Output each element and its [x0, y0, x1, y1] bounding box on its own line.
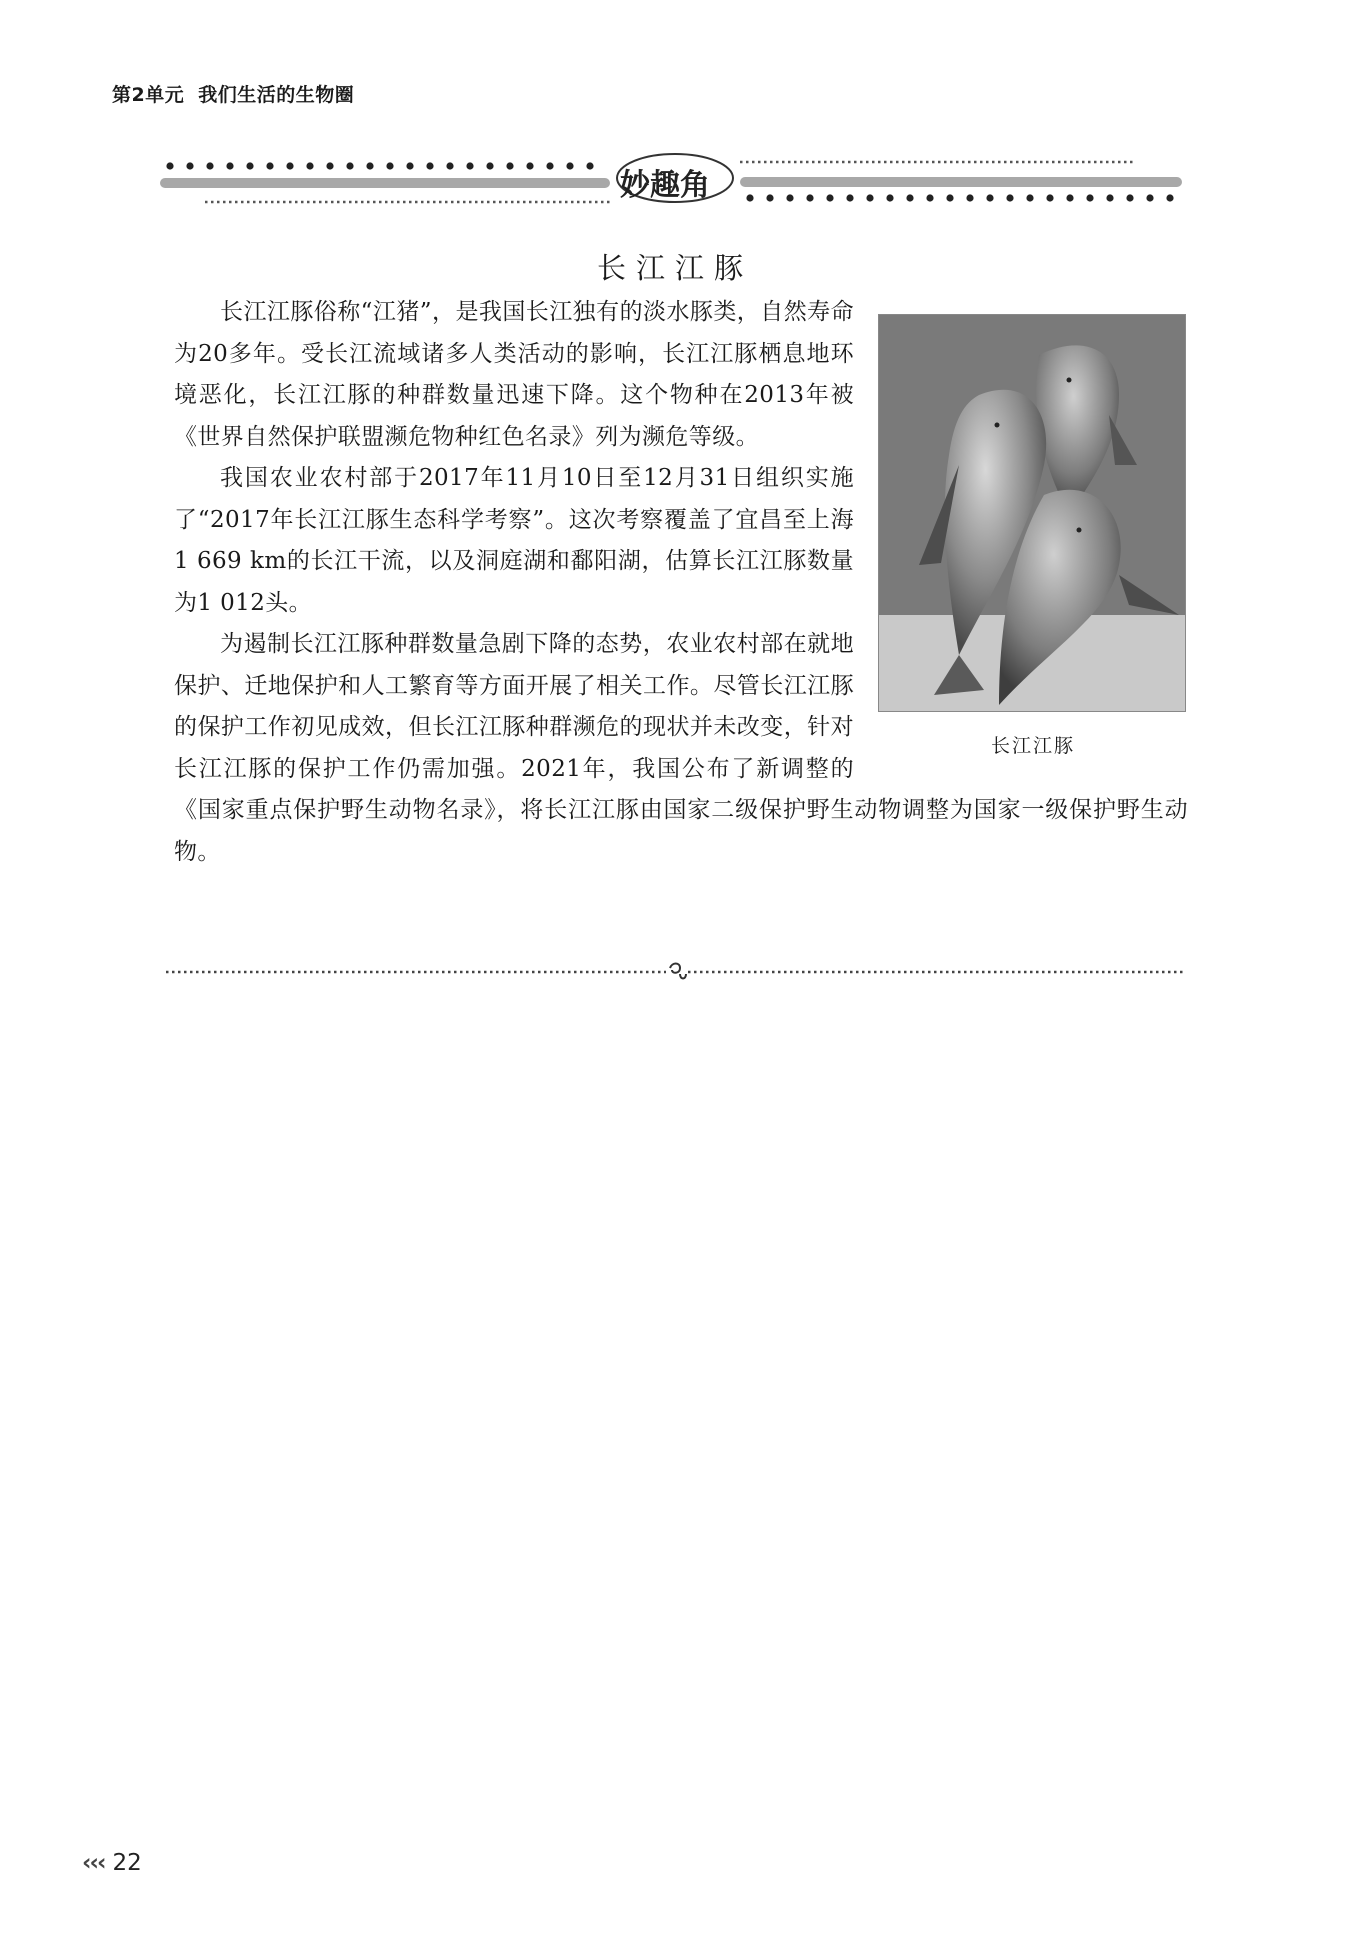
porpoise-figure — [878, 314, 1188, 770]
page-header — [112, 80, 354, 107]
page-marker-icon: ‹‹‹ — [82, 1850, 105, 1876]
section-banner — [160, 148, 1190, 214]
porpoise-illustration — [879, 315, 1185, 711]
unit-name: 我们生活的生物圈 — [198, 84, 355, 106]
page-number-value: 22 — [112, 1850, 142, 1876]
article-title: 长江江豚 — [596, 251, 753, 285]
unit-label: 第2单元 — [112, 84, 185, 106]
paragraph-1: 长江江豚俗称“江猪”，是我国长江独有的淡水豚类，自然寿命为20多年。受长江流域诸多人类活动的影响，长江江豚栖息地环境恶化，长江江豚的种群数量迅速下降。这个物种在2013年被《世界自然保护联盟濒危物种红色名录》列为濒危等级。 — [174, 299, 854, 450]
paragraph-3: 为遏制长江江豚种群数量急剧下降的态势，农业农村部在就地保护、迁地保护和人工繁育等方面开展了相关工作。尽管长江江豚的保护工作初见成效，但长江江豚种群濒危的现状并未改变，针对长江江豚的保护工作仍需加强。2021年，我国公布了新调整的《国家重点保护野生动物名录》，将长江江豚由国家二级保护野生动物调整为国家一级保护野生动物。 — [174, 631, 1188, 865]
article-body — [174, 292, 1188, 873]
banner-title: 妙趣角 — [620, 168, 710, 203]
figure-caption: 长江江豚 — [990, 735, 1075, 757]
paragraph-2: 我国农业农村部于2017年11月10日至12月31日组织实施了“2017年长江江豚生态科学考察”。这次考察覆盖了宜昌至上海1 669 km的长江干流，以及洞庭湖和鄱阳湖，估算长江江豚数量为1 012头。 — [174, 465, 854, 616]
divider-decoration — [166, 960, 1186, 984]
porpoise-photo — [878, 314, 1186, 712]
page-number — [82, 1850, 142, 1876]
section-end-divider — [166, 960, 1186, 984]
